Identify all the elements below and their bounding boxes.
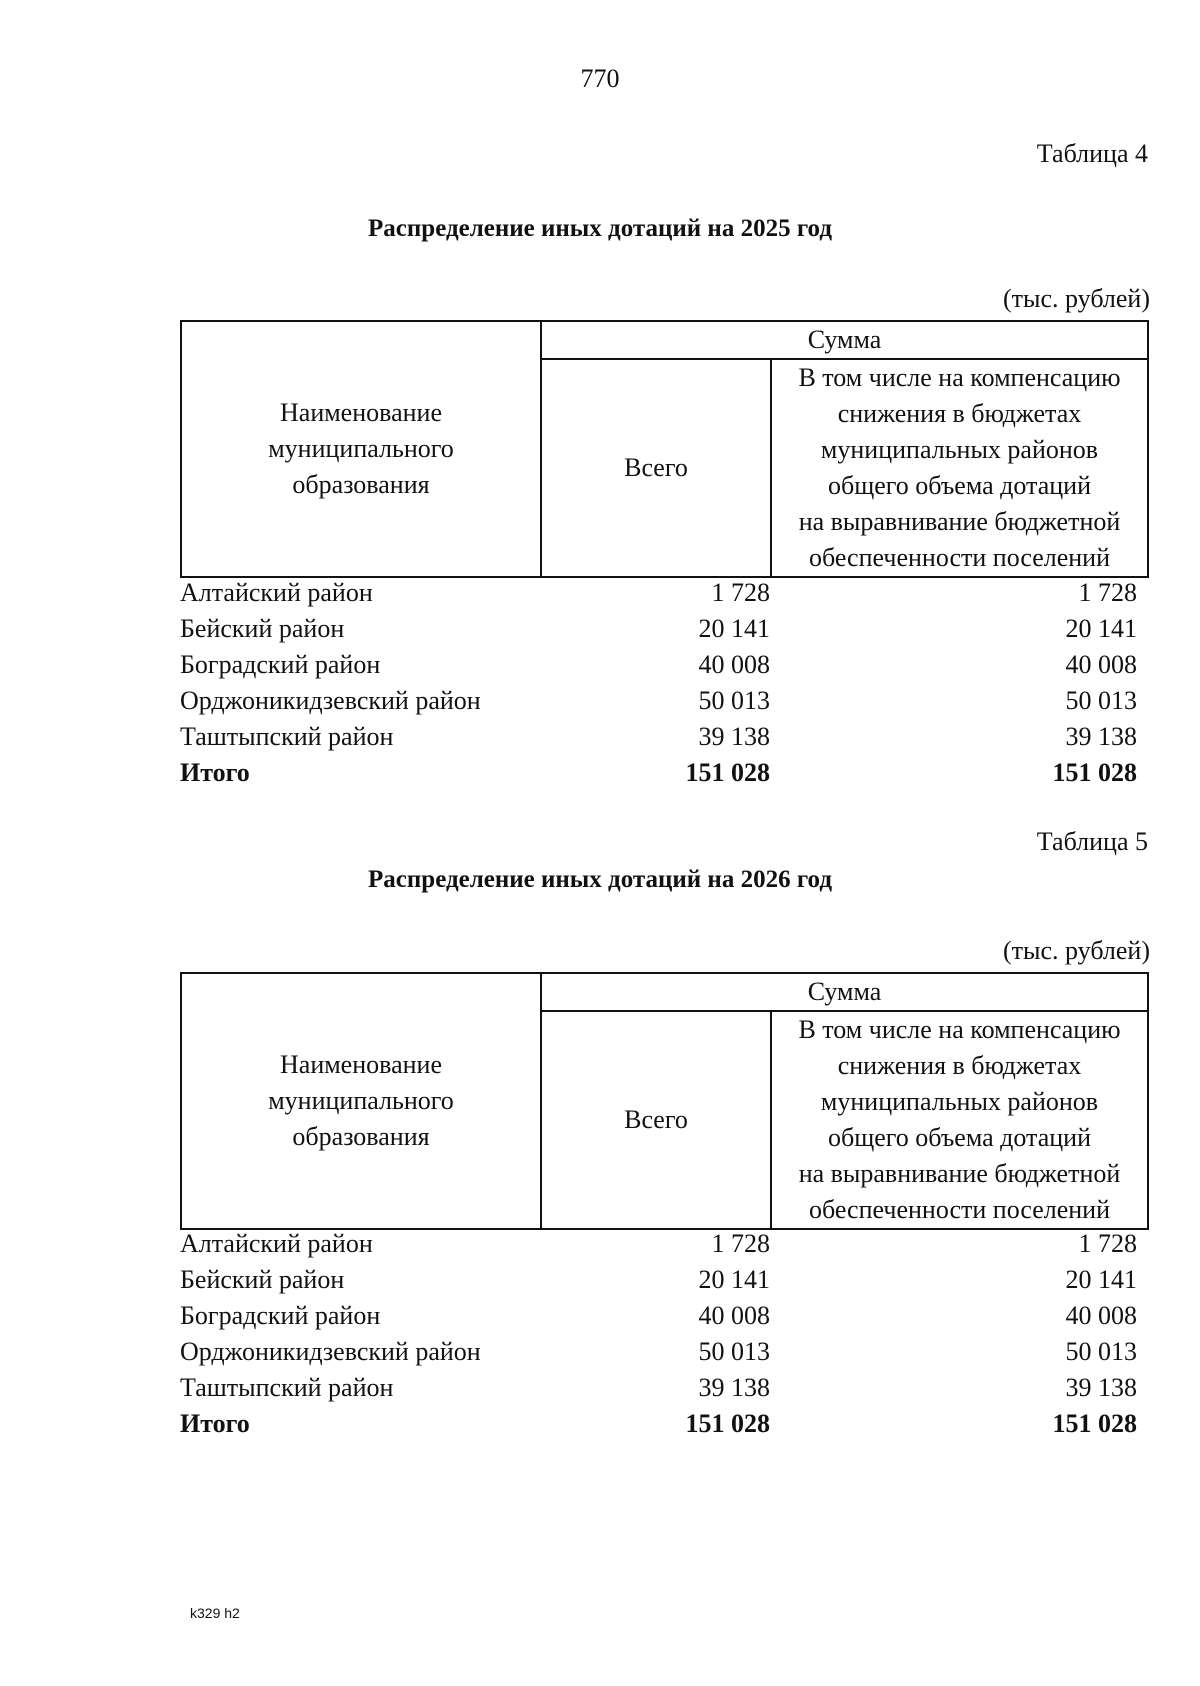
header-sum: Сумма (541, 973, 1148, 1011)
table-row (180, 611, 1149, 647)
row-name: Орджоникидзевский район (180, 686, 481, 715)
header-name-column: Наименование муниципального образования (181, 973, 541, 1229)
row-name: Орджоникидзевский район (180, 1337, 481, 1366)
data-table (180, 575, 1149, 791)
table-row (180, 1334, 1149, 1370)
row-including: 20 141 (1065, 614, 1137, 643)
row-including: 20 141 (1065, 1265, 1137, 1294)
units-label: (тыс. рублей) (1002, 936, 1150, 965)
row-total: 50 013 (698, 1337, 770, 1366)
row-name: Таштыпский район (180, 1373, 394, 1402)
total-value: 151 028 (685, 1409, 770, 1438)
row-including: 39 138 (1065, 1373, 1137, 1402)
units-label: (тыс. рублей) (1002, 284, 1150, 313)
table-label: Таблица 5 (1036, 827, 1148, 856)
table-label: Таблица 4 (1036, 139, 1148, 168)
row-including: 40 008 (1065, 1301, 1137, 1330)
row-name: Бейский район (180, 1265, 345, 1294)
header-including-column: В том числе на компенсацию снижения в бюджетах муниципальных районов общего объема дотаций на выравнивание бюджетной обеспеченности поселений (771, 359, 1148, 577)
table-row (180, 1370, 1149, 1406)
row-total: 39 138 (698, 1373, 770, 1402)
total-label: Итого (180, 1409, 250, 1438)
row-name: Таштыпский район (180, 722, 394, 751)
total-value: 151 028 (685, 758, 770, 787)
row-total: 40 008 (698, 1301, 770, 1330)
header-sum: Сумма (541, 321, 1148, 359)
header-including-column: В том числе на компенсацию снижения в бюджетах муниципальных районов общего объема дотаций на выравнивание бюджетной обеспеченности поселений (771, 1011, 1148, 1229)
row-total: 50 013 (698, 686, 770, 715)
row-including: 40 008 (1065, 650, 1137, 679)
total-including: 151 028 (1052, 758, 1137, 787)
total-row (180, 755, 1149, 791)
row-name: Алтайский район (180, 578, 373, 607)
row-including: 50 013 (1065, 1337, 1137, 1366)
row-name: Алтайский район (180, 1229, 373, 1258)
page-number: 770 (580, 64, 620, 93)
table-row (180, 575, 1149, 611)
row-total: 1 728 (711, 578, 770, 607)
table-header (180, 320, 1149, 578)
row-name: Боградский район (180, 650, 381, 679)
table-row (180, 719, 1149, 755)
row-including: 1 728 (1078, 1229, 1137, 1258)
row-total: 20 141 (698, 614, 770, 643)
table-title: Распределение иных дотаций на 2025 год (368, 215, 832, 242)
table-header (180, 972, 1149, 1230)
row-name: Бейский район (180, 614, 345, 643)
data-table (180, 1226, 1149, 1442)
row-including: 50 013 (1065, 686, 1137, 715)
row-total: 1 728 (711, 1229, 770, 1258)
total-label: Итого (180, 758, 250, 787)
total-including: 151 028 (1052, 1409, 1137, 1438)
row-total: 40 008 (698, 650, 770, 679)
table-row (180, 683, 1149, 719)
row-including: 39 138 (1065, 722, 1137, 751)
table-title: Распределение иных дотаций на 2026 год (368, 866, 832, 893)
header-name-column: Наименование муниципального образования (181, 321, 541, 577)
row-including: 1 728 (1078, 578, 1137, 607)
table-row (180, 1298, 1149, 1334)
row-name: Боградский район (180, 1301, 381, 1330)
row-total: 39 138 (698, 722, 770, 751)
total-row (180, 1406, 1149, 1442)
table-row (180, 647, 1149, 683)
header-total-column: Всего (541, 1011, 771, 1229)
header-total-column: Всего (541, 359, 771, 577)
footer-code: k329 h2 (190, 1605, 240, 1621)
row-total: 20 141 (698, 1265, 770, 1294)
table-row (180, 1262, 1149, 1298)
table-row (180, 1226, 1149, 1262)
